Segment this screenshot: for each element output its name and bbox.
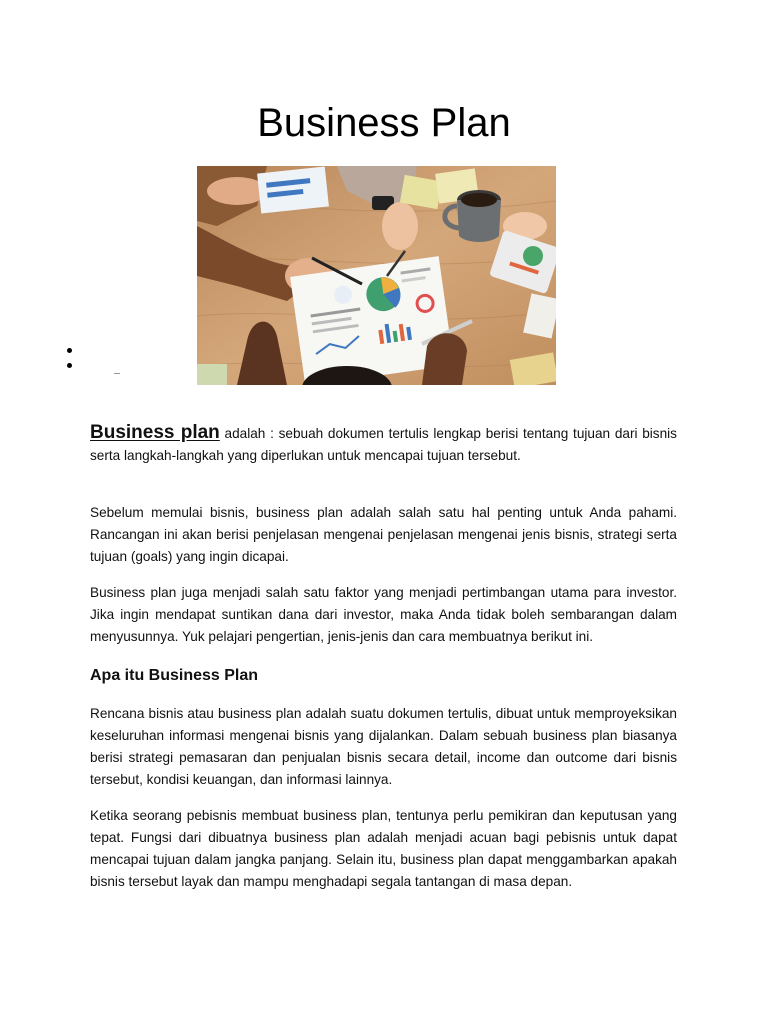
paragraph-1	[90, 502, 677, 568]
hero-photo	[197, 166, 556, 385]
section-heading: Apa itu Business Plan	[90, 667, 259, 684]
paragraph-text: Rencana bisnis atau business plan adalah suatu dokumen tertulis, dibuat untuk memproyeksikan keseluruhan informasi mengenai bisnis yang dijalankan. Dalam sebuah business plan biasanya berisi strategi pemasaran dan penjualan bisnis secara detail, income dan outcome dari bisnis tersebut, kondisi keuangan, dan informasi lainnya.	[90, 706, 677, 787]
list-bullet	[67, 363, 72, 368]
defined-term: Business plan	[90, 422, 220, 443]
intro-paragraph	[90, 422, 677, 467]
stray-mark	[114, 373, 120, 374]
paragraph-text: Ketika seorang pebisnis membuat business plan, tentunya perlu pemikiran dan keputusan yang tepat. Fungsi dari dibuatnya business plan adalah menjadi acuan bagi pebisnis untuk dapat mencapai tujuan dalam jangka panjang. Selain itu, business plan dapat menggambarkan apakah bisnis tersebut layak dan mampu menghadapi segala tantangan di masa depan.	[90, 808, 677, 889]
paragraph-4	[90, 805, 677, 893]
definition-text: adalah : sebuah dokumen tertulis lengkap berisi tentang tujuan dari bisnis serta langkah-langkah yang diperlukan untuk mencapai tujuan tersebut.	[90, 426, 677, 463]
paragraph-text: Business plan juga menjadi salah satu faktor yang menjadi pertimbangan utama para investor. Jika ingin mendapat suntikan dana dari investor, maka Anda tidak boleh sembarangan dalam menyusunnya. Yuk pelajari pengertian, jenis-jenis dan cara membuatnya berikut ini.	[90, 585, 677, 644]
paragraph-text: Sebelum memulai bisnis, business plan adalah salah satu hal penting untuk Anda pahami. Rancangan ini akan berisi penjelasan mengenai penjelasan mengenai jenis bisnis, strategi serta tujuan (goals) yang ingin dicapai.	[90, 505, 677, 564]
paragraph-3	[90, 703, 677, 791]
list-bullet	[67, 348, 72, 353]
paragraph-2	[90, 582, 677, 648]
page-title: Business Plan	[257, 101, 511, 145]
